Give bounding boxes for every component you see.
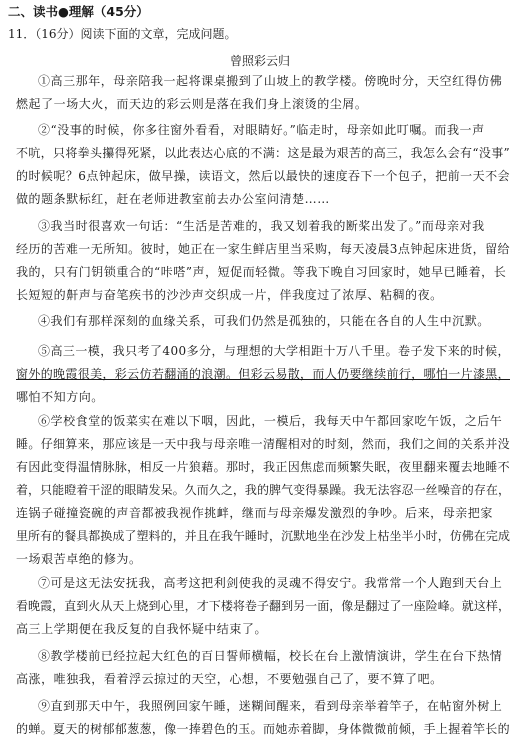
para-line: 我的，只有门钥锁重合的“咔嗒”声，短促而轻微。等我下晚自习回家时，她早已睡着，长 (16, 265, 507, 279)
para-line: ④我们有那样深刻的血缘关系，可我们仍然是孤独的，只能在各自的人生中沉默。 (38, 314, 490, 328)
section-title: 二、读书●理解（45分） (8, 4, 149, 19)
para-line: 高三上学期便在我反复的自我怀疑中结束了。 (16, 622, 268, 636)
question-header: 11．（16分）阅读下面的文章，完成问题。 (8, 27, 237, 41)
para-line: 的蝉。夏天的树郁郁葱葱，像一捧碧色的玉。而她赤着脚，身体微微前倾，手上握着竿长的 (16, 722, 510, 736)
para-line: ⑧教学楼前已经拉起大红色的百日誓师横幅，校长在台上激情演讲，学生在台下热情 (38, 649, 503, 663)
para-line: ①高三那年，母亲陪我一起将课桌搬到了山坡上的教学楼。傍晚时分，天空红得仿佛 (38, 74, 503, 88)
para-line: 看晚霞，直到火从天上烧到心里，才下楼将卷子翻到另一面，像是翻过了一座险峰。就这样， (16, 599, 510, 613)
para-line: 经历的苦难一无所知。彼时，她正在一家生鲜店里当采购，每天凌晨3点钟起床进货，留给 (16, 242, 510, 256)
para-line: 连锅子碰撞瓷碗的声音都被我视作挑衅，继而与母亲爆发激烈的争吵。后来，母亲把家 (16, 506, 493, 520)
para-line: 长短短的鼾声与奋笔疾书的沙沙声交织成一片，伴我度过了浓厚、粘稠的夜。 (16, 288, 443, 302)
para-line: 有因此变得温情脉脉，相反一片狼藉。那时，我正因焦虑而频繁失眠，夜里翻来覆去地睡不 (16, 460, 510, 474)
para-line: 窗外的晚霞很美，彩云仿若翻涌的浪潮。但彩云易散，而人仍要继续前行，哪怕一片漆黑， (16, 367, 510, 381)
para-line: ⑤高三一模，我只考了400多分，与理想的大学相距十万八千里。卷子发下来的时候， (38, 344, 510, 358)
para-line: 不吭，只将拳头攥得死紧，以此表达心底的不满：这是最为艰苦的高三，我怎么会有“没事” (16, 146, 510, 160)
para-line: 高涨，唯独我，看着浮云掠过的天空，心想，不要勉强自己了，要不算了吧。 (16, 672, 443, 686)
para-line: ②“没事的时候，你多往窗外看看，对眼睛好。”临走时，母亲如此叮嘱。而我一声 (38, 123, 485, 137)
para-line: 睡。仔细算来，那应该是一天中我与母亲唯一清醒相对的时刻，然而，我们之间的关系并没 (16, 437, 510, 451)
para-line: 的时候呢？6点钟起床，做早操，读语文，然后以最快的速度吞下一个包子，把前一天不会 (16, 169, 510, 183)
para-line: ⑥学校食堂的饭菜实在难以下咽，因此，一模后，我每天中午都回家吃午饭，之后午 (38, 414, 503, 428)
para-line: 哪怕不知方向。 (16, 390, 104, 404)
article-title: 曾照彩云归 (229, 54, 290, 68)
para-line: ⑨直到那天中午，我照例回家午睡，迷糊间醒来，看到母亲举着竿子，在帖窗外树上 (38, 699, 503, 713)
para-line: ③我当时很喜欢一句话：“生活是苦难的，我又划着我的断桨出发了。”而母亲对我 (38, 219, 485, 233)
para-line: 一场艰苦卓绝的修为。 (16, 552, 142, 566)
para-line: 做的题条默标红，赶在老师进教室前去办公室问清楚…… (16, 192, 330, 206)
para-line: ⑦可是这无法安抚我，高考这把利剑使我的灵魂不得安宁。我常常一个人跑到天台上 (38, 576, 503, 590)
para-line: 燃起了一场大火，而天边的彩云则是落在我们身上滚烫的尘屑。 (16, 97, 368, 111)
para-line: 里所有的餐具都换成了塑料的，并且在我午睡时，沉默地坐在沙发上枯坐半小时，仿佛在完成 (16, 529, 510, 543)
para-line: 着，只能瞪着干涩的眼睛发呆。久而久之，我的脾气变得暴躁。我无法容忍一丝噪音的存在， (16, 483, 510, 497)
